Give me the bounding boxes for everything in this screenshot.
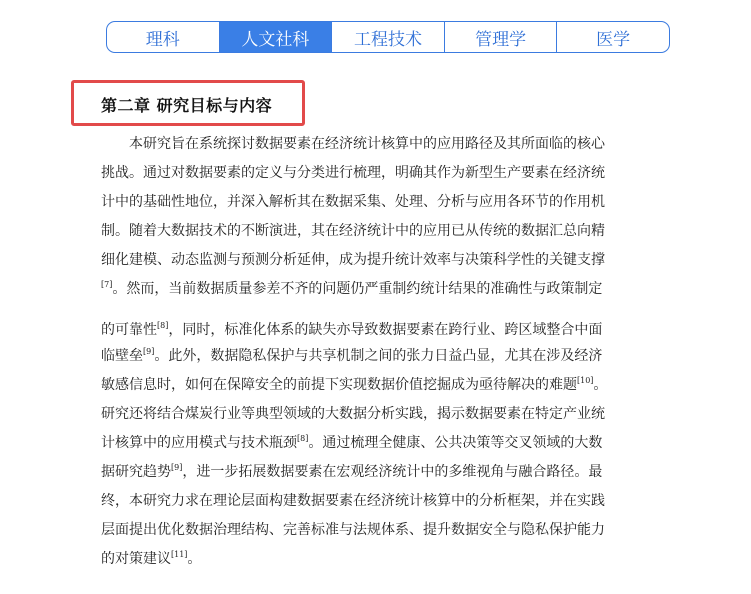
text-span: 。 (593, 377, 608, 393)
text-line (101, 461, 602, 481)
text-span: 计核算中的应用模式与技术瓶颈 (101, 435, 297, 451)
text-span: 。此外，数据隐私保护与共享机制之间的张力日益凸显，尤其在涉及经济 (154, 348, 603, 364)
tab-medicine[interactable]: 医学 (596, 29, 631, 50)
chapter-title: 第二章 研究目标与内容 (101, 96, 273, 115)
text-line: 计中的基础性地位，并深入解析其在数据采集、处理、分析与应用各环节的作用机 (101, 194, 605, 210)
text-span: ，进一步拓展数据要素在宏观经济统计中的多维视角与融合路径。最 (182, 464, 603, 480)
citation-ref[interactable]: [9] (143, 347, 155, 356)
citation-ref[interactable]: [10] (577, 376, 594, 385)
text-span: 的对策建议 (101, 551, 171, 567)
text-line: 本研究旨在系统探讨数据要素在经济统计核算中的应用路径及其所面临的核心 (129, 136, 605, 152)
citation-ref[interactable]: [7] (101, 280, 113, 289)
citation-ref[interactable]: [8] (297, 434, 309, 443)
text-span: 的可靠性 (101, 322, 157, 338)
tab-engineering[interactable]: 工程技术 (332, 22, 445, 52)
text-span: 敏感信息时，如何在保障安全的前提下实现数据价值挖掘成为亟待解决的难题 (101, 377, 577, 393)
text-span: ，同时，标准化体系的缺失亦导致数据要素在跨行业、跨区域整合中面 (168, 322, 603, 338)
text-line (101, 278, 602, 298)
citation-ref[interactable]: [11] (171, 550, 188, 559)
tab-management[interactable]: 管理学 (445, 22, 558, 52)
tab-science[interactable]: 理科 (107, 22, 220, 52)
text-line: 研究还将结合煤炭行业等典型领域的大数据分析实践，揭示数据要素在特定产业统 (101, 406, 605, 422)
text-span: 据研究趋势 (101, 464, 171, 480)
text-line (101, 548, 201, 568)
text-span: 。然而，当前数据质量参差不齐的问题仍严重制约统计结果的准确性与政策制定 (112, 281, 603, 297)
citation-ref[interactable]: [9] (171, 463, 183, 472)
text-line: 挑战。通过对数据要素的定义与分类进行梳理，明确其作为新型生产要素在经济统 (101, 165, 605, 181)
text-line: 层面提出优化数据治理结构、完善标准与法规体系、提升数据安全与隐私保护能力 (101, 522, 605, 538)
subject-tabs (106, 21, 670, 53)
text-line: 制。随着大数据技术的不断演进，其在经济统计中的应用已从传统的数据汇总向精 (101, 223, 605, 239)
text-line (101, 345, 602, 365)
text-span: 临壁垒 (101, 348, 143, 364)
text-line: 细化建模、动态监测与预测分析延伸，成为提升统计效率与决策科学性的关键支撑 (101, 252, 605, 268)
text-line: 终，本研究力求在理论层面构建数据要素在经济统计核算中的分析框架，并在实践 (101, 493, 605, 509)
tab-humanities[interactable]: 人文社科 (220, 22, 333, 52)
citation-ref[interactable]: [8] (157, 321, 169, 330)
text-line (101, 319, 602, 339)
text-line (101, 374, 607, 394)
text-span: 。通过梳理全健康、公共决策等交叉领域的大数 (308, 435, 603, 451)
text-span: 。 (187, 551, 202, 567)
text-line (101, 432, 602, 452)
